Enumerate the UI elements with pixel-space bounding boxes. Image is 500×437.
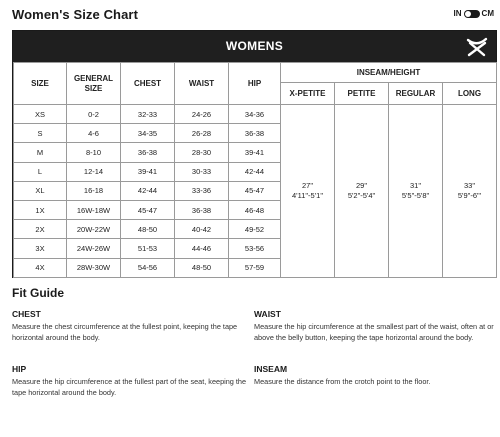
- chest-cell: 42-44: [121, 181, 175, 200]
- size-cell: 4X: [14, 258, 67, 277]
- col-header-x-petite: X-PETITE: [281, 83, 335, 105]
- waist-cell: 30-33: [175, 162, 229, 181]
- size-cell: M: [14, 143, 67, 162]
- inseam-petite-cell: 29" 5'2"-5'4": [335, 105, 389, 278]
- unit-toggle[interactable]: [454, 9, 494, 18]
- fit-guide-inseam-desc: Measure the distance from the crotch point to the floor.: [254, 377, 431, 386]
- inseam-x-petite-cell: 27" 4'11"-5'1": [281, 105, 335, 278]
- chest-cell: 34-35: [121, 124, 175, 143]
- col-header-waist: WAIST: [175, 63, 229, 105]
- hip-cell: 36-38: [229, 124, 281, 143]
- general-size-cell: 28W-30W: [67, 258, 121, 277]
- waist-cell: 40-42: [175, 220, 229, 239]
- waist-cell: 28-30: [175, 143, 229, 162]
- fit-guide-waist: [254, 309, 494, 343]
- hip-cell: 45-47: [229, 181, 281, 200]
- chart-banner: [13, 31, 496, 62]
- hip-cell: 53-56: [229, 239, 281, 258]
- toggle-knob: [465, 11, 471, 17]
- size-cell: 1X: [14, 200, 67, 219]
- col-header-long: LONG: [443, 83, 497, 105]
- waist-cell: 48-50: [175, 258, 229, 277]
- waist-cell: 36-38: [175, 200, 229, 219]
- chest-cell: 51-53: [121, 239, 175, 258]
- fit-guide-chest: [12, 309, 252, 343]
- fit-guide-inseam-label: INSEAM: [254, 364, 288, 374]
- chest-cell: 39-41: [121, 162, 175, 181]
- size-cell: L: [14, 162, 67, 181]
- general-size-cell: 8-10: [67, 143, 121, 162]
- unit-in-label[interactable]: IN: [453, 9, 462, 18]
- page-title: Women's Size Chart: [12, 7, 139, 22]
- fit-guide-waist-desc: Measure the hip circumference at the smallest part of the waist, often at or above the belly button, keeping the tape horizontal around the body.: [254, 322, 494, 342]
- chest-cell: 48-50: [121, 220, 175, 239]
- col-header-chest: CHEST: [121, 63, 175, 105]
- toggle-switch[interactable]: [464, 10, 480, 18]
- table-row: [14, 105, 497, 124]
- inseam-long-cell: 33" 5'9"-6'": [443, 105, 497, 278]
- waist-cell: 33-36: [175, 181, 229, 200]
- chest-cell: 32-33: [121, 105, 175, 124]
- size-table: [13, 62, 497, 278]
- chest-cell: 45-47: [121, 200, 175, 219]
- fit-guide-inseam: [254, 364, 494, 388]
- general-size-cell: 16W-18W: [67, 200, 121, 219]
- header: [12, 7, 494, 27]
- hip-cell: 49-52: [229, 220, 281, 239]
- brand-logo-icon: [464, 34, 490, 60]
- col-header-size: SIZE: [14, 63, 67, 105]
- unit-cm-label[interactable]: CM: [481, 9, 494, 18]
- waist-cell: 24-26: [175, 105, 229, 124]
- size-cell: 3X: [14, 239, 67, 258]
- fit-guide-waist-label: WAIST: [254, 309, 281, 319]
- col-header-hip: HIP: [229, 63, 281, 105]
- fit-guide-chest-desc: Measure the chest circumference at the fullest point, keeping the tape horizontal around the body.: [12, 322, 238, 342]
- fit-guide-hip-desc: Measure the hip circumference at the fullest part of the seat, keeping the tape horizontal around the body.: [12, 377, 247, 397]
- size-chart: [12, 30, 497, 278]
- chest-cell: 54-56: [121, 258, 175, 277]
- hip-cell: 42-44: [229, 162, 281, 181]
- size-cell: 2X: [14, 220, 67, 239]
- col-header-regular: REGULAR: [389, 83, 443, 105]
- col-header-general-size: GENERAL SIZE: [67, 63, 121, 105]
- banner-title: WOMENS: [225, 39, 284, 53]
- size-cell: XS: [14, 105, 67, 124]
- general-size-cell: 24W-26W: [67, 239, 121, 258]
- waist-cell: 44-46: [175, 239, 229, 258]
- general-size-cell: 4-6: [67, 124, 121, 143]
- size-cell: S: [14, 124, 67, 143]
- col-header-inseam: INSEAM/HEIGHT: [281, 63, 497, 83]
- general-size-cell: 0-2: [67, 105, 121, 124]
- fit-guide-hip: [12, 364, 252, 398]
- hip-cell: 39-41: [229, 143, 281, 162]
- general-size-cell: 16-18: [67, 181, 121, 200]
- size-cell: XL: [14, 181, 67, 200]
- general-size-cell: 12-14: [67, 162, 121, 181]
- hip-cell: 57-59: [229, 258, 281, 277]
- fit-guide-hip-label: HIP: [12, 364, 27, 374]
- fit-guide-chest-label: CHEST: [12, 309, 41, 319]
- chest-cell: 36-38: [121, 143, 175, 162]
- hip-cell: 34-36: [229, 105, 281, 124]
- hip-cell: 46-48: [229, 200, 281, 219]
- inseam-regular-cell: 31" 5'5"-5'8": [389, 105, 443, 278]
- col-header-petite: PETITE: [335, 83, 389, 105]
- fit-guide-title: Fit Guide: [12, 286, 64, 300]
- general-size-cell: 20W-22W: [67, 220, 121, 239]
- waist-cell: 26-28: [175, 124, 229, 143]
